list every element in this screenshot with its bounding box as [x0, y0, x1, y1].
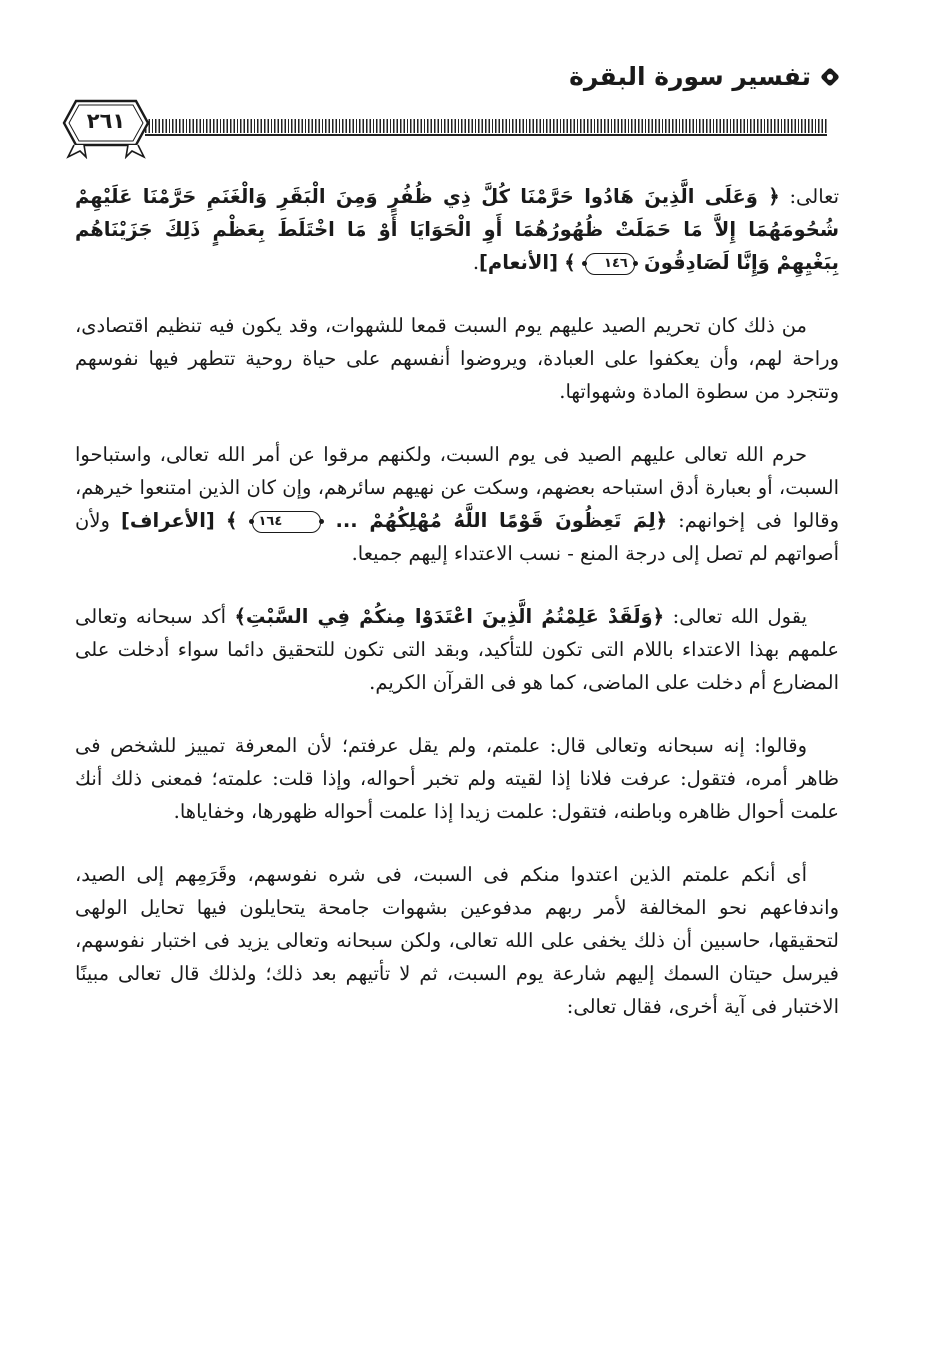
page-number: ٢٦١ [86, 109, 126, 133]
header-title: تفسير سورة البقرة [569, 62, 811, 91]
paragraph-6: أى أنكم علمتم الذين اعتدوا منكم فى السبت، فى شره نفوسهم، وقَرَمِهم إلى الصيد، واندفاعهم نحو المخالفة لأمر ربهم مدفوعين بشهوات جامحة يتحايلون فيها تحايل الولهى لتحقيقها، حاسبين أن ذلك يخفى على الله تعالى، ولكن سبحانه وتعالى يزيد فى اختبار نفوسهم، فيرسل حيتان السمك إليهم شارعة يوم السبت، ثم لا تأتيهم بعد ذلك؛ ولذلك قال تعالى مبينًا الاختبار فى آية أخرى، فقال تعالى: [75, 863, 839, 1018]
quran-quote: ﴿ وَعَلَى الَّذِينَ هَادُوا حَرَّمْنَا كُلَّ ذِي ظُفُرٍ وَمِنَ الْبَقَرِ وَالْغَنَمِ حَرَّمْنَا عَلَيْهِمْ شُحُومَهُمَا إِلاَّ مَا حَمَلَتْ ظُهُورُهُمَا أَوِ الْحَوَايَا أَوْ مَا اخْتَلَطَ بِعَظْمٍ ذَلِكَ جَزَيْنَاهُم بِبَغْيِهِمْ وَإِنَّا لَصَادِقُونَ [75, 185, 839, 274]
paragraph-5: وقالوا: إنه سبحانه وتعالى قال: علمتم، ولم يقل عرفتم؛ لأن المعرفة تمييز للشخص فى ظاهر أمره، فتقول: عرفت فلانا إذا لقيته ولم تخبر أحواله، وإذا قلت: علمته؛ فمعنى ذلك أنك علمت أحوال ظاهره وباطنه، فتقول: علمت زيدا إذا علمت أحواله ظهورها، وخفاياها. [75, 734, 839, 823]
quran-quote: ﴿لِمَ تَعِظُونَ قَوْمًا اللَّهُ مُهْلِكُهُمْ ... [335, 509, 668, 532]
header-rule [145, 119, 827, 133]
quote-close: ﴾ [225, 509, 238, 532]
surah-reference: [الأنعام] [479, 251, 558, 274]
paragraph-4 [75, 600, 839, 699]
surah-reference: [الأعراف] [120, 509, 215, 532]
paragraph-1 [75, 180, 839, 279]
paragraph-3 [75, 438, 839, 570]
running-header [569, 62, 839, 91]
paragraph-2: من ذلك كان تحريم الصيد عليهم يوم السبت قمعا للشهوات، وقد يكون فيه تنظيم اقتصادى، وراحة لهم، وأن يعكفوا على العبادة، ويروضوا أنفسهم على حياة روحية تتطهر فيها نفوسهم وتتجرد من سطوة المادة وشهواتها. [75, 314, 839, 403]
page-number-badge [60, 87, 152, 159]
paragraph-text: يقول الله تعالى: [672, 605, 807, 628]
verse-number-marker: ١٦٤ [252, 511, 322, 533]
quote-close: ﴾ [564, 251, 576, 274]
verse-number-marker: ١٤٦ [585, 253, 635, 275]
paragraph-lead: تعالى: [789, 185, 839, 208]
paragraph-text: ولأن أصواتهم لم تصل إلى درجة المنع - نسب الاعتداء إليهم جميعا. [75, 509, 839, 565]
flower-ornament-icon [821, 68, 839, 86]
paragraph-text: أكد سبحانه وتعالى علمهم بهذا الاعتداء باللام التى تكون للتأكيد، وبقد التى تكون للتحقيق دائما سواء أدخلت على المضارع أم دخلت على الماضى، كما هو فى القرآن الكريم. [75, 605, 839, 694]
paragraph-tail: . [472, 251, 480, 274]
body-text [75, 180, 839, 1053]
quran-quote: ﴿وَلَقَدْ عَلِمْتُمُ الَّذِينَ اعْتَدَوْا مِنكُمْ فِي السَّبْتِ﴾ [234, 605, 665, 628]
paragraph-text: حرم الله تعالى عليهم الصيد فى يوم السبت، ولكنهم مرقوا عن أمر الله تعالى، واستباحوا السبت، أو بعبارة أدق استباحه بعضهم، وسكت عن نهيهم سائرهم، وإن كان الذين امتنعوا خيرهم، وقالوا فى إخوانهم: [75, 443, 840, 532]
